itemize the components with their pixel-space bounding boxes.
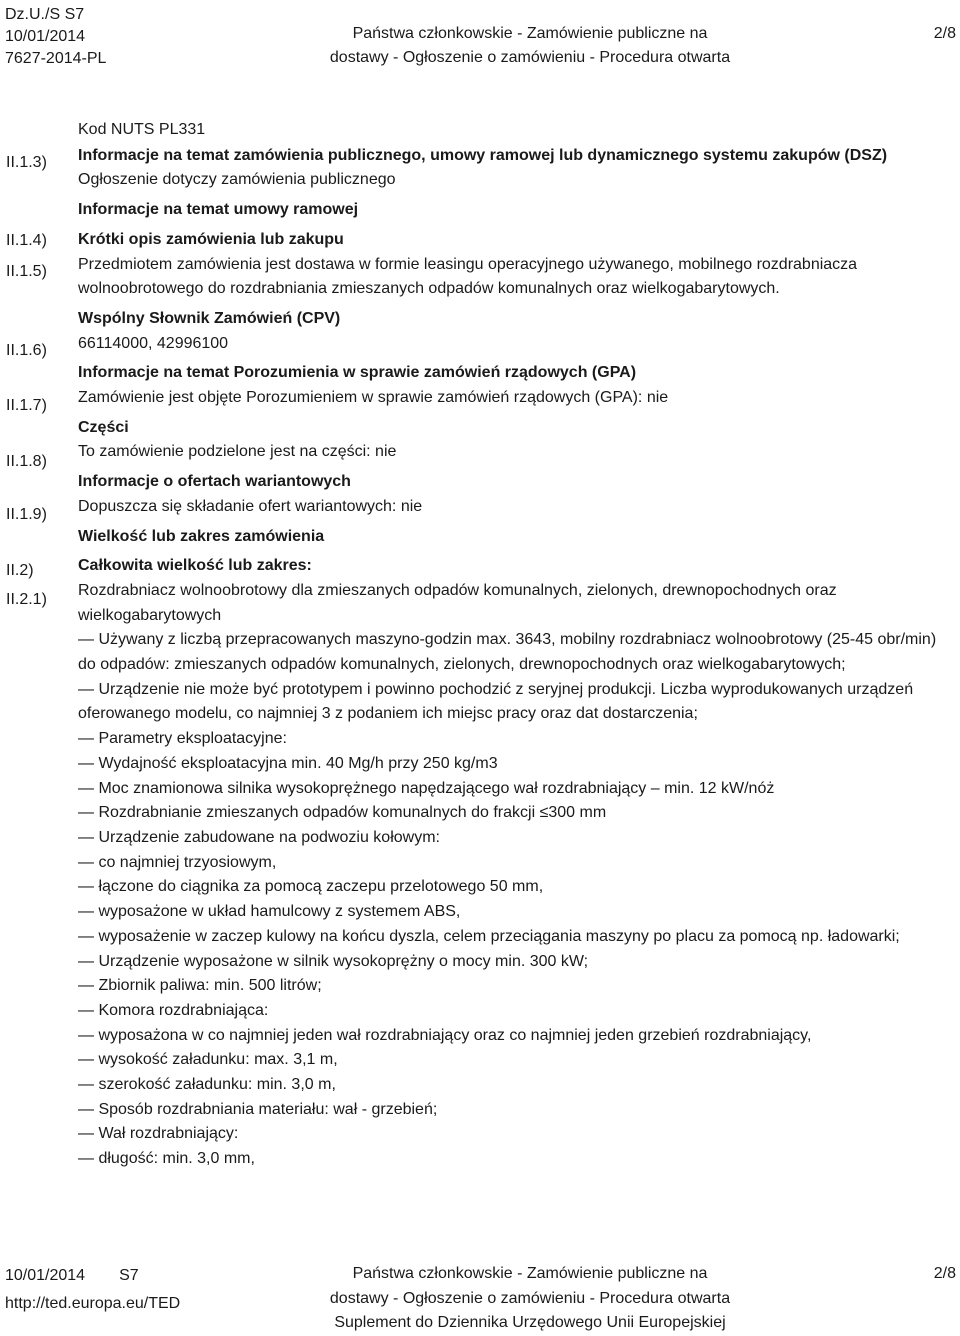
- header-title-line-1: Państwa członkowskie - Zamówienie publiczne na: [352, 25, 708, 42]
- scope-line: — łączone do ciągnika za pomocą zaczepu przelotowego 50 mm,: [78, 878, 544, 896]
- section-label: II.1.4): [6, 232, 47, 249]
- scope-line: — co najmniej trzyosiowym,: [78, 853, 277, 871]
- section-label: II.1.9): [6, 506, 47, 523]
- section-heading: Części: [78, 418, 129, 436]
- scope-line: — Urządzenie wyposażone w silnik wysokoprężny o mocy min. 300 kW;: [78, 952, 589, 970]
- section-label: II.1.3): [6, 154, 47, 171]
- section-heading: Wspólny Słownik Zamówień (CPV): [78, 309, 341, 327]
- scope-description: [78, 579, 944, 1172]
- scope-line: — wysokość załadunku: max. 3,1 m,: [78, 1051, 338, 1069]
- section-heading: Informacje na temat zamówienia publicznego, umowy ramowej lub dynamicznego systemu zakupów (DSZ): [78, 146, 888, 164]
- footer-series: S7: [119, 1267, 139, 1284]
- section-text: Dopuszcza się składanie ofert wariantowych: nie: [78, 497, 423, 515]
- footer-date-series: [5, 1262, 180, 1290]
- footer-page-number: 2/8: [933, 1265, 956, 1282]
- section-heading: Informacje na temat Porozumienia w sprawie zamówień rządowych (GPA): [78, 364, 637, 382]
- scope-line: — wyposażone w układ hamulcowy z systemem ABS,: [78, 903, 461, 921]
- scope-line: — Urządzenie nie może być prototypem i powinno pochodzić z seryjnej produkcji. Liczba wyprodukowanych urządzeń oferowanego modelu, co najmniej 3 z podaniem ich miejsc pracy oraz dat dostarczenia;: [78, 680, 914, 723]
- section-label: II.1.8): [6, 453, 47, 470]
- section-label: II.1.6): [6, 342, 47, 359]
- scope-line: — wyposażona w co najmniej jeden wał rozdrabniający oraz co najmniej jeden grzebień rozdrabniający,: [78, 1026, 812, 1044]
- section-heading: Krótki opis zamówienia lub zakupu: [78, 230, 344, 248]
- scope-line: — Moc znamionowa silnika wysokoprężnego napędzającego wał rozdrabniający – min. 12 kW/nóż: [78, 779, 775, 797]
- notice-number: 7627-2014-PL: [5, 50, 107, 67]
- section-heading: Informacje o ofertach wariantowych: [78, 473, 351, 491]
- footer-title: [300, 1262, 760, 1336]
- section-text: Przedmiotem zamówienia jest dostawa w formie leasingu operacyjnego używanego, mobilnego rozdrabniacza wolnoobrotowego do rozdrabniania zmieszanych odpadów komunalnych oraz wielkogabarytowych.: [78, 255, 858, 298]
- page-footer: [0, 1262, 960, 1334]
- scope-line: — szerokość załadunku: min. 3,0 m,: [78, 1076, 336, 1094]
- header-title-line-2: dostawy - Ogłoszenie o zamówieniu - Procedura otwarta: [329, 49, 731, 66]
- nuts-code: Kod NUTS PL331: [78, 121, 206, 138]
- footer-url-link[interactable]: http://ted.europa.eu/TED: [5, 1295, 181, 1312]
- section-label: II.2.1): [6, 591, 47, 608]
- section-heading: Całkowita wielkość lub zakres:: [78, 557, 312, 575]
- scope-line: — Komora rozdrabniająca:: [78, 1001, 269, 1019]
- notice-content: [78, 118, 944, 1172]
- header-left: [5, 4, 106, 70]
- scope-line: — Sposób rozdrabniania materiału: wał - grzebień;: [78, 1100, 438, 1118]
- footer-supplement: Suplement do Dziennika Urzędowego Unii Europejskiej: [334, 1314, 726, 1331]
- scope-line: — Wydajność eksploatacyjna min. 40 Mg/h przy 250 kg/m3: [78, 754, 498, 772]
- page-header: [0, 0, 960, 80]
- section-text: Ogłoszenie dotyczy zamówienia publicznego: [78, 171, 396, 189]
- scope-line: Rozdrabniacz wolnoobrotowy dla zmieszanych odpadów komunalnych, zielonych, drewnopochodnych oraz wielkogabarytowych: [78, 581, 837, 624]
- section-heading: Wielkość lub zakres zamówienia: [78, 527, 325, 545]
- scope-line: — Parametry eksploatacyjne:: [78, 730, 287, 748]
- cpv-codes: 66114000, 42996100: [78, 334, 229, 352]
- footer-date: 10/01/2014: [5, 1267, 86, 1284]
- scope-line: — Używany z liczbą przepracowanych maszyno-godzin max. 3643, mobilny rozdrabniacz wolnoobrotowy (25-45 obr/min) do odpadów: zmieszanych odpadów komunalnych, zielonych, drewnopochodnych oraz wielkogabarytowych;: [78, 631, 937, 674]
- header-date: 10/01/2014: [5, 28, 86, 45]
- section-text: Zamówienie jest objęte Porozumieniem w sprawie zamówień rządowych (GPA): nie: [78, 389, 669, 407]
- scope-line: — długość: min. 3,0 mm,: [78, 1150, 255, 1168]
- section-label: II.1.5): [6, 263, 47, 280]
- section-label: II.2): [6, 562, 34, 579]
- section-text: To zamówienie podzielone jest na części: nie: [78, 443, 397, 461]
- journal-ref: Dz.U./S S7: [5, 6, 85, 23]
- footer-left: [5, 1262, 180, 1318]
- scope-line: — Rozdrabnianie zmieszanych odpadów komunalnych do frakcji ≤300 mm: [78, 804, 607, 822]
- scope-line: — wyposażenie w zaczep kulowy na końcu dyszla, celem przeciągania maszyny po placu za pomocą np. ładowarki;: [78, 927, 900, 945]
- section-heading: Informacje na temat umowy ramowej: [78, 201, 359, 219]
- scope-line: — Wał rozdrabniający:: [78, 1125, 239, 1143]
- footer-title-line-1: Państwa członkowskie - Zamówienie publiczne na: [352, 1265, 708, 1282]
- scope-line: — Zbiornik paliwa: min. 500 litrów;: [78, 977, 322, 995]
- header-title: [300, 22, 760, 70]
- header-page-number: 2/8: [933, 25, 956, 42]
- section-label: II.1.7): [6, 397, 47, 414]
- footer-title-line-2: dostawy - Ogłoszenie o zamówieniu - Procedura otwarta: [329, 1289, 731, 1307]
- scope-line: — Urządzenie zabudowane na podwoziu kołowym:: [78, 828, 440, 846]
